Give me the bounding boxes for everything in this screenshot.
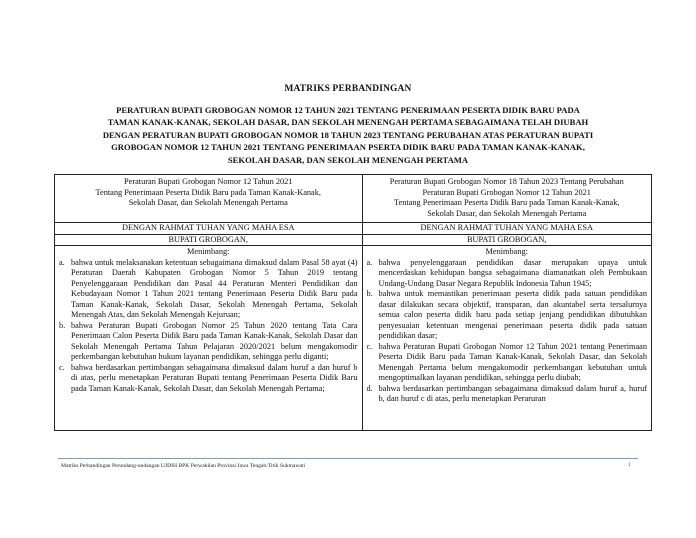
item-label: b. [366,289,373,299]
list-item [367,384,648,405]
item-label: a. [59,257,65,267]
list-item [59,363,358,395]
item-text: bahwa berdasarkan pertimbangan sebagaimana dimaksud dalam huruf a dan huruf b di atas, perlu menetapkan Peraturan Bupati tentang Penerimaan Peserta Didik Baru pada Taman Kanak-Kanak, Sekolah Dasar, dan Sekolah Menengah Pertama; [71,362,358,393]
footer-text: Matriks Perbandingan Perundang-undangan UJDIH BPK Perwakilan Provinsi Jawa Tengah/Titik Sukmawati [61,463,305,469]
item-label: c. [366,341,373,351]
right-considerations-cell [362,246,652,431]
right-header-line: Peraturan Bupati Grobogan Nomor 12 Tahun 2021 [422,187,591,197]
table-row [55,246,652,431]
right-header-cell [362,175,652,223]
item-text: bahwa Peraturan Bupati Grobogan Nomor 25 Tahun 2020 tentang Tata Cara Penerimaan Calon Peserta Didik Baru pada Taman Kanak-Kanak, Sekolah Dasar dan Sekolah Menengah Pertama Tahun Pelajaran 2020/2021 belum mengakomodir perkembangan kebutuhan hukum layanan pendidikan, sehingga perlu diganti; [71,320,358,362]
list-item [59,321,358,363]
subtitle-line: SEKOLAH DASAR, DAN SEKOLAH MENENGAH PERTAMA [227,154,469,165]
document-title: MATRIKS PERBANDINGAN [284,84,412,94]
left-header-line: Sekolah Dasar, dan Sekolah Menengah Pertama [128,198,288,208]
right-menimbang-label: Menimbang: [485,247,528,257]
table-row [55,223,652,234]
right-header-line: Peraturan Bupati Grobogan Nomor 18 Tahun 2023 Tentang Perubahan [389,177,624,186]
table-row [55,234,652,245]
item-text: bahwa untuk memastikan penerimaan peserta didik pada satuan pendidikan dasar dilakukan secara objektif, transparan, dan akuntabel serta tersalurnya semua calon peserta didik baru pada setiap jenjang pendidikan dibutuhkan penyesuaian ketentuan mengenai penerimaan peserta didik pada satuan pendidikan dasar; [378,289,647,341]
right-considerations [367,246,648,430]
table-row [55,175,652,223]
subtitle-line: PERATURAN BUPATI GROBOGAN NOMOR 12 TAHUN 2021 TENTANG PENERIMAAN PESERTA DIDIK BARU PADA [116,105,580,115]
comparison-table [54,174,652,431]
item-text: bahwa penyelenggaraan pendidikan dasar merupakan upaya untuk mencerdaskan kehidupan bangsa sebagaimana diamanatkan oleh Pembukaan Undang-Undang Dasar Negara Republik Indonesia Tahun 1945; [378,257,647,288]
subtitle-line: TAMAN KANAK-KANAK, SEKOLAH DASAR, DAN SEKOLAH MENENGAH PERTAMA SEBAGAIMANA TELAH DIUBAH [107,117,589,128]
left-header-line: Peraturan Bupati Grobogan Nomor 12 Tahun 2021 [124,177,293,186]
right-header-line: Tentang Penerimaan Peserta Didik Baru pada Taman Kanak-Kanak, [394,198,620,208]
list-item [367,289,648,342]
page-number: 1 [628,462,631,468]
item-label: c. [59,362,65,372]
list-item [367,342,648,384]
list-item [367,258,648,290]
left-menimbang-label: Menimbang: [187,247,230,257]
item-label: b. [59,320,66,330]
left-invocation: DENGAN RAHMAT TUHAN YANG MAHA ESA [55,223,363,234]
subtitle-line: GROBOGAN NOMOR 12 TAHUN 2021 TENTANG PENERIMAAN PSERTA DIDIK BARU PADA TAMAN KANAK-KANAK, [111,142,585,153]
item-text: bahwa untuk melaksanakan ketentuan sebagaimana dimaksud dalam Pasal 58 ayat (4) Peraturan Daerah Kabupaten Grobogan Nomor 5 Tahun 2019 tentang Penyelenggaraan Pendidikan dan Pasal 44 Peraturan Menteri Pendidikan dan Kebudayaan Nomor 1 Tahun 2021 tentang Penerimaan Peserta Didik Baru pada Taman Kanak-Kanak, Sekolah Dasar, Sekolah Menengah Pertama, Sekolah Menengah Atas, dan Sekolah Menengah Kejuruan; [71,257,358,320]
left-considerations-cell [55,246,363,431]
item-label: a. [366,257,373,267]
item-text: bahwa berdasarkan pertimbangan sebagaimana dimaksud dalam huruf a, huruf b, dan huruf c di atas, perlu menetapkan Peraruran [378,383,647,404]
document-subtitle [60,104,636,166]
right-invocation: DENGAN RAHMAT TUHAN YANG MAHA ESA [362,223,652,234]
left-header-cell [55,175,363,223]
item-label: d. [366,383,373,393]
item-text: bahwa Peraturan Bupati Grobogan Nomor 12 Tahun 2021 tentang Penerimaan Peserta Didik Baru pada Taman Kanak-Kanak, Sekolah Dasar, dan Sekolah Menengah Pertama belum mengakomodir perkembangan kebutuhan untuk mengoptimalkan layanan pendidikan, sehingga perlu diubah; [378,341,647,383]
right-official: BUPATI GROBOGAN, [362,234,652,245]
footer-divider [58,458,638,459]
subtitle-line: DENGAN PERATURAN BUPATI GROBOGAN NOMOR 18 TAHUN 2023 TENTANG PERUBAHAN ATAS PERATURAN BUPATI [102,129,594,140]
left-considerations [59,246,358,430]
left-header-line: Tentang Penerimaan Peserta Didik Baru pada Taman Kanak-Kanak, [95,187,321,197]
list-item [59,258,358,321]
left-official: BUPATI GROBOGAN, [55,234,363,245]
right-header-line: Sekolah Dasar, dan Sekolah Menengah Pertama [427,208,587,218]
